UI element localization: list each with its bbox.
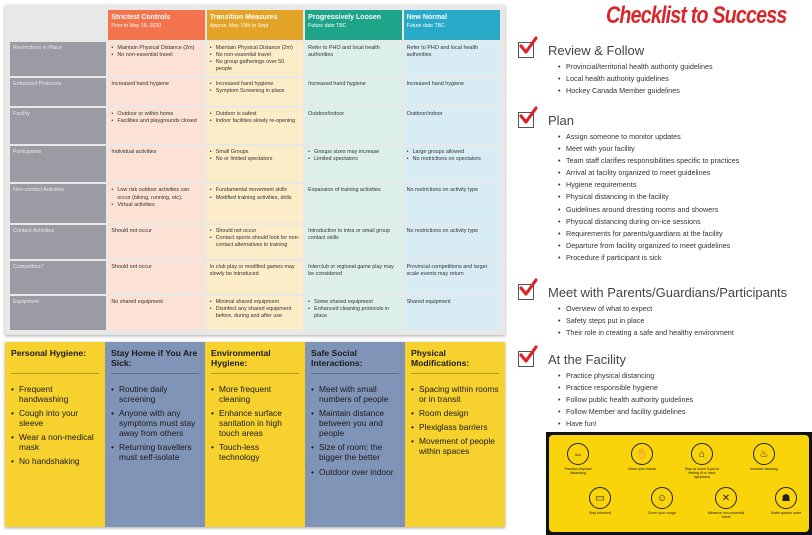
cell-item: • No or limited spectators	[210, 156, 300, 163]
icon-caption: Make spaces safer	[770, 511, 802, 515]
card-item: • Frequent handwashing	[11, 384, 99, 404]
guideline-card	[5, 342, 105, 527]
icon-caption: Cover your cough	[647, 511, 677, 515]
cell-list	[308, 299, 398, 320]
cell-item: • Facilities and playgrounds closed	[111, 118, 201, 125]
card-item: • Spacing within rooms or in transit	[411, 384, 499, 404]
section-title: At the Facility	[548, 352, 627, 367]
cell-item: • No non-essential travel	[210, 52, 300, 59]
icon-caption: Clean your hands	[627, 467, 657, 471]
guideline-card	[405, 342, 505, 527]
card-item: • Outdoor over indoor	[311, 467, 399, 477]
row-label: Participants	[10, 146, 106, 182]
table-cell	[108, 184, 204, 222]
card-title: Personal Hygiene:	[11, 348, 99, 374]
table-cell: Shared equipment	[404, 296, 500, 330]
card-list	[11, 384, 99, 467]
checklist-item: • Physical distancing in the facility	[558, 191, 812, 203]
checklist-item: • Local health authority guidelines	[558, 73, 812, 85]
checkbox-checked-icon	[518, 112, 534, 128]
table-cell: Increased hand hygiene	[404, 78, 500, 106]
cell-item: • Symptom Screening in place	[210, 88, 300, 95]
section-header	[518, 347, 812, 367]
checklist-title: Checklist to Success	[606, 2, 787, 29]
checklist-item: • Practice physical distancing	[558, 370, 812, 382]
cell-list	[210, 45, 300, 73]
phase-header: Transition Measures Approx. May 19th to Sept	[207, 10, 303, 40]
checklist-item: • Physical distancing during on-ice sessions	[558, 216, 812, 228]
cell-item: • Enhanced cleaning protocols in place	[308, 306, 398, 320]
checklist-item: • Meet with your facility	[558, 143, 812, 155]
card-title: Safe Social Interactions:	[311, 348, 399, 374]
checklist-section	[518, 38, 812, 97]
checklist-item: • Assign someone to monitor updates	[558, 131, 812, 143]
cell-item: • Low risk outdoor activities can occur (biking, running, etc).	[111, 187, 201, 201]
card-title: Physical Modifications:	[411, 348, 499, 374]
checklist-item: • Hygiene requirements	[558, 179, 812, 191]
table-cell: Refer to PHO and local health authorities	[305, 42, 401, 76]
table-row	[10, 78, 500, 106]
checklist-section	[518, 347, 812, 430]
table-cell: Expansion of training activities	[305, 184, 401, 222]
section-list	[558, 303, 812, 339]
cell-item: • Groups sizes may increase	[308, 149, 398, 156]
table-cell	[305, 146, 401, 182]
checkbox-checked-icon	[518, 42, 534, 58]
guideline-card	[305, 342, 405, 527]
table-cell: Outdoor/indoor	[404, 108, 500, 144]
table-cell	[207, 225, 303, 259]
row-label: Competition*	[10, 261, 106, 294]
section-list	[558, 61, 812, 97]
table-cell: Should not occur	[108, 225, 204, 259]
cell-item: • Indoor facilities slowly re-opening	[210, 118, 300, 125]
card-list	[211, 384, 299, 463]
checklist-item: • Team staff clarifies responsibilities specific to practices	[558, 155, 812, 167]
checklist-item: • Practice responsible hygiene	[558, 382, 812, 394]
cell-item: • Minimal shared equipment	[210, 299, 300, 306]
phase-table	[5, 5, 505, 335]
cell-list	[111, 45, 201, 59]
card-item: • Anyone with any symptoms must stay away from others	[111, 408, 199, 438]
table-cell	[207, 78, 303, 106]
table-cell	[207, 42, 303, 76]
table-cell	[108, 42, 204, 76]
safe-spaces-icon: ☗	[775, 487, 797, 509]
table-cell: Individual activities	[108, 146, 204, 182]
table-cell: No shared equipment	[108, 296, 204, 330]
cell-list	[407, 149, 497, 163]
card-item: • Routine daily screening	[111, 384, 199, 404]
cell-item: • No group gatherings over 50 people	[210, 59, 300, 73]
table-cell: Interclub or regional game play may be considered	[305, 261, 401, 294]
cell-list	[210, 81, 300, 95]
checklist-item: • Have fun!	[558, 418, 812, 430]
checklist-item: • Provincial/territorial health authority guidelines	[558, 61, 812, 73]
card-item: • Plexiglass barriers	[411, 422, 499, 432]
cell-item: • Limited spectators	[308, 156, 398, 163]
card-item: • Size of room: the bigger the better	[311, 442, 399, 462]
icon-caption: Practice physical distancing	[564, 467, 592, 475]
card-item: • Maintain distance between you and people	[311, 408, 399, 438]
table-cell: No restrictions on activity type	[404, 225, 500, 259]
card-item: • Touch-less technology	[211, 442, 299, 462]
card-item: • Enhance surface sanitation in high touch areas	[211, 408, 299, 438]
stay-informed-icon: ▭	[589, 487, 611, 509]
table-cell: Provincial competitions and larger scale events may return	[404, 261, 500, 294]
checkbox-checked-icon	[518, 284, 534, 300]
guideline-cards	[5, 342, 505, 527]
cell-item: • Maintain Physical Distance (2m)	[210, 45, 300, 52]
checklist-section	[518, 280, 812, 339]
cell-list	[210, 228, 300, 249]
checklist-item: • Departure from facility organized to meet guidelines	[558, 240, 812, 252]
table-row	[10, 296, 500, 330]
checklist-item: • Overview of what to expect	[558, 303, 812, 315]
cell-list	[210, 149, 300, 163]
checklist-item: • Procedure if participant is sick	[558, 252, 812, 264]
table-cell	[207, 184, 303, 222]
section-title: Plan	[548, 113, 575, 128]
cover-cough-icon: ☺	[651, 487, 673, 509]
checkbox-checked-icon	[518, 351, 534, 367]
section-list	[558, 370, 812, 430]
table-row	[10, 42, 500, 76]
table-cell: Increased hand hygiene	[305, 78, 401, 106]
cell-item: • Increased hand hygiene	[210, 81, 300, 88]
cleaning-spray-icon: ♨	[753, 443, 775, 465]
minimize-contact-icon: ✕	[715, 487, 737, 509]
cell-item: • Contact sports should look for non-contact alternatives to training	[210, 235, 300, 249]
checklist-item: • Safety steps put in place	[558, 315, 812, 327]
table-cell: Should not occur	[108, 261, 204, 294]
guideline-card	[105, 342, 205, 527]
icon-caption: Stay at home if you're feeling ill or have symptoms	[684, 467, 720, 479]
phase-header: Strictest Controls Prior to May 19, 2020	[108, 10, 204, 40]
row-label: Non-contact Activities	[10, 184, 106, 222]
row-label: Equipment	[10, 296, 106, 330]
section-list	[558, 131, 812, 264]
table-row	[10, 184, 500, 222]
card-item: • Room design	[411, 408, 499, 418]
card-item: • Wear a non-medical mask	[11, 432, 99, 452]
cell-item: • No non-essential travel	[111, 52, 201, 59]
card-title: Environmental Hygiene:	[211, 348, 299, 374]
table-cell: In club play or modified games may slowly be introduced	[207, 261, 303, 294]
card-list	[111, 384, 199, 463]
safety-banner	[546, 432, 812, 535]
section-header	[518, 108, 812, 128]
cell-list	[210, 187, 300, 201]
checklist-item: • Follow Member and facility guidelines	[558, 406, 812, 418]
table-row	[10, 225, 500, 259]
cell-list	[308, 149, 398, 163]
cell-item: • Maintain Physical Distance (2m)	[111, 45, 201, 52]
checklist-section	[518, 108, 812, 264]
card-item: • No handshaking	[11, 456, 99, 466]
section-header	[518, 38, 812, 58]
cell-item: • Virtual activities	[111, 202, 201, 209]
card-item: • Returning travellers must self-isolate	[111, 442, 199, 462]
cell-item: • No restrictions on spectators	[407, 156, 497, 163]
section-header	[518, 280, 812, 300]
table-cell	[207, 296, 303, 330]
section-title: Meet with Parents/Guardians/Participants	[548, 285, 788, 300]
card-item: • Movement of people within spaces	[411, 436, 499, 456]
card-item: • More frequent cleaning	[211, 384, 299, 404]
cell-item: • Should not occur	[210, 228, 300, 235]
checklist-item: • Guidelines around dressing rooms and showers	[558, 204, 812, 216]
card-list	[311, 384, 399, 477]
checklist-item: • Requirements for parents/guardians at the facility	[558, 228, 812, 240]
checklist-item: • Follow public health authority guidelines	[558, 394, 812, 406]
stay-home-icon: ⌂	[691, 443, 713, 465]
phase-header: New Normal Future date TBC	[404, 10, 500, 40]
cell-item: • Outdoor is safest	[210, 111, 300, 118]
table-cell	[207, 108, 303, 144]
section-title: Review & Follow	[548, 43, 645, 58]
table-row	[10, 146, 500, 182]
icon-caption: Minimize non-essential travel	[707, 511, 745, 519]
cell-item: • Disinfect any shared equipment before, during and after use	[210, 306, 300, 320]
cell-list	[111, 187, 201, 208]
cell-item: • Large groups allowed	[407, 149, 497, 156]
table-cell	[207, 146, 303, 182]
table-row	[10, 261, 500, 294]
checklist-item: • Arrival at facility organized to meet guidelines	[558, 167, 812, 179]
table-cell: Increased hand hygiene	[108, 78, 204, 106]
card-list	[411, 384, 499, 456]
phase-header: Progressively Loosen Future date TBC	[305, 10, 401, 40]
row-label: Contact Activities	[10, 225, 106, 259]
checklist-item: • Hockey Canada Member guidelines	[558, 85, 812, 97]
card-title: Stay Home if You Are Sick:	[111, 348, 199, 374]
guideline-card	[205, 342, 305, 527]
table-cell: Outdoor/indoor	[305, 108, 401, 144]
row-label: Facility	[10, 108, 106, 144]
hand-washing-icon: ✋	[631, 443, 653, 465]
cell-item: • Small Groups	[210, 149, 300, 156]
table-cell	[108, 108, 204, 144]
table-row	[10, 108, 500, 144]
cell-item: • Fundamental movement skills	[210, 187, 300, 194]
physical-distancing-icon: ⇔	[567, 443, 589, 465]
cell-item: • Modified training activities, drills	[210, 195, 300, 202]
row-label: Restrictions in Place	[10, 42, 106, 76]
checklist-item: • Their role in creating a safe and healthy environment	[558, 327, 812, 339]
icon-caption: Stay informed	[588, 511, 612, 515]
card-item: • Cough into your sleeve	[11, 408, 99, 428]
icon-caption: Increase cleaning	[749, 467, 779, 471]
table-cell	[305, 296, 401, 330]
table-cell	[404, 146, 500, 182]
cell-list	[111, 111, 201, 125]
cell-item: • Some shared equipment	[308, 299, 398, 306]
table-cell: Introduction to intra or small group contact skills	[305, 225, 401, 259]
cell-item: • Outdoor or within home	[111, 111, 201, 118]
table-corner	[10, 10, 106, 40]
cell-list	[210, 299, 300, 320]
card-item: • Meet with small numbers of people	[311, 384, 399, 404]
cell-list	[210, 111, 300, 125]
table-cell: No restrictions on activity type	[404, 184, 500, 222]
row-label: Enhanced Protocols	[10, 78, 106, 106]
table-cell: Refer to PHO and local health authorities	[404, 42, 500, 76]
